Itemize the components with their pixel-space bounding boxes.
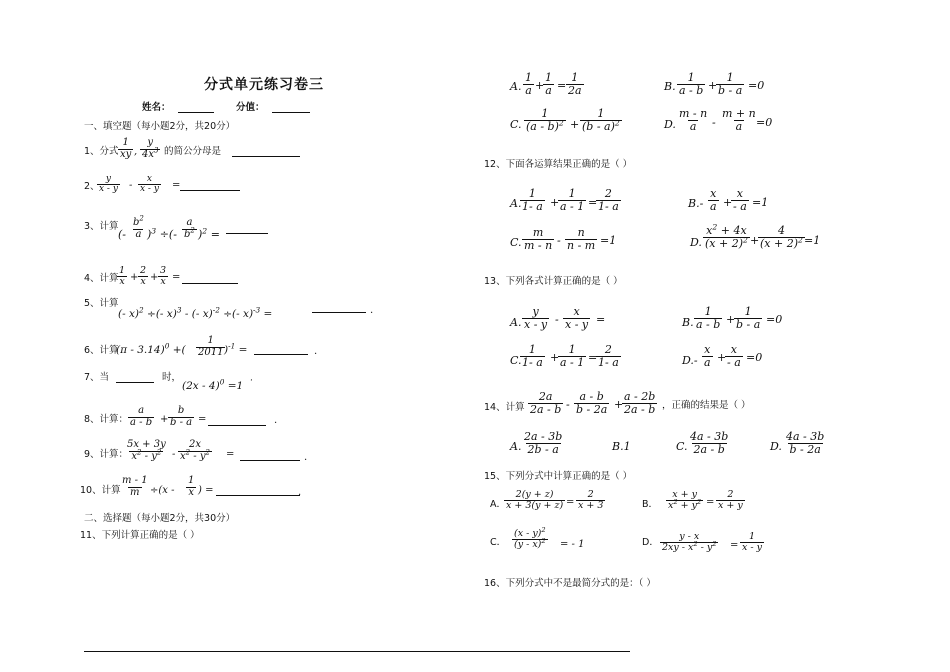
q11-label: 11、下列计算正确的是（ ） xyxy=(80,530,200,541)
q15-d-eq: = xyxy=(730,540,739,551)
score-label: 分值： xyxy=(236,102,265,113)
q12-a-eq: = xyxy=(588,196,598,209)
q15-d-frac-2: 1 x - y xyxy=(742,531,762,553)
q11-option-c-letter: C. xyxy=(510,118,522,131)
q2-fraction-1: y x - y xyxy=(99,174,118,195)
q12-c-frac-1: m m - n xyxy=(524,226,553,252)
q13-b-frac-2: 1 b - a xyxy=(736,305,761,331)
q15-option-a-letter: A． xyxy=(490,499,506,510)
q12-d-plus: + xyxy=(750,234,760,247)
q14-option-d-letter: D. xyxy=(770,440,782,453)
q10-div: ÷(x - xyxy=(150,485,175,496)
q10-fraction-1: m - 1 m xyxy=(122,475,148,498)
q10-close: ) = xyxy=(198,485,214,496)
q14-plus: + xyxy=(614,398,624,411)
q14-frac-3: a - 2b 2a - b xyxy=(624,390,656,416)
q11-a-frac-1: 1 a xyxy=(525,71,532,97)
q7-expression: (2x - 4)$^0$ =1 xyxy=(182,377,244,392)
q2-answer-blank[interactable] xyxy=(180,189,240,191)
q13-label: 13、下列各式计算正确的是（ ） xyxy=(484,276,623,287)
q12-option-a-letter: A. xyxy=(510,197,522,210)
q14-option-a-letter: A. xyxy=(510,440,522,453)
q13-option-d-letter: D.- xyxy=(682,354,698,367)
q11-c-frac-1: 1 (a - b)$^2$ xyxy=(526,107,564,133)
q12-c-eq: =1 xyxy=(600,234,617,247)
q3-paren-open: (- xyxy=(118,228,127,241)
q9-fraction-1: 5x + 3y $x^2 - y^2$ xyxy=(127,439,166,462)
q2-equals: = xyxy=(172,180,181,191)
q7-answer-blank[interactable] xyxy=(116,381,154,383)
q11-b-eq: =0 xyxy=(748,79,765,92)
q11-b-frac-1: 1 a - b xyxy=(679,71,704,97)
q12-option-c-letter: C. xyxy=(510,236,522,249)
q3-fraction-2: a $b^2$ xyxy=(184,217,195,240)
q6-term-1: (π - 3.14)$^0$ +( xyxy=(116,341,186,356)
q12-option-d-letter: D. xyxy=(690,236,702,249)
q15-option-d-letter: D． xyxy=(642,537,659,548)
q1-label: 1、分式 xyxy=(84,146,119,157)
q8-plus: + xyxy=(160,414,169,425)
q15-label: 15、下列分式中计算正确的是（ ） xyxy=(484,471,633,482)
q5-label: 5、计算 xyxy=(84,298,119,309)
section-fill-in: 一、填空题（每小题2分，共20分） xyxy=(84,121,236,132)
q6-period: . xyxy=(314,346,318,357)
q7-mark: · xyxy=(250,376,253,386)
name-blank[interactable] xyxy=(178,111,214,113)
q11-a-plus: + xyxy=(535,79,545,92)
q11-b-plus: + xyxy=(708,79,718,92)
q12-a-frac-1: 1 1- a xyxy=(522,187,543,213)
q14-c-frac: 4a - 3b 2a - b xyxy=(690,430,729,456)
q11-a-frac-2: 1 a xyxy=(545,71,552,97)
q14-frac-1: 2a 2a - b xyxy=(530,390,562,416)
q3-fraction-1: $b^2$ a xyxy=(133,214,144,240)
q4-plus-1: + xyxy=(130,272,139,283)
q13-a-frac-2: x x - y xyxy=(565,305,589,331)
q13-b-plus: + xyxy=(726,313,736,326)
q5-period: . xyxy=(370,305,374,316)
bottom-rule xyxy=(84,651,630,652)
q13-c-plus: + xyxy=(550,351,560,364)
q14-a-frac: 2a - 3b 2b - a xyxy=(524,430,563,456)
q12-b-frac-1: x a xyxy=(710,187,717,213)
q11-option-a-letter: A. xyxy=(510,80,522,93)
q15-c-eq: = - 1 xyxy=(560,539,585,550)
q3-pow: )$^3$ ÷(- xyxy=(147,226,177,241)
q11-a-frac-3: 1 2a xyxy=(568,71,582,97)
q4-answer-blank[interactable] xyxy=(182,282,238,284)
q12-d-eq: =1 xyxy=(804,234,821,247)
q5-answer-blank[interactable] xyxy=(312,311,366,313)
q15-a-frac-2: 2 x + 3 xyxy=(578,489,604,511)
q8-fraction-2: b b - a xyxy=(170,405,193,428)
q15-a-eq: = xyxy=(566,497,575,508)
q9-answer-blank[interactable] xyxy=(240,459,300,461)
q13-d-frac-2: x - a xyxy=(727,343,741,369)
q10-label: 10、计算 xyxy=(80,485,121,496)
q3-pow2: )$^2$ = xyxy=(198,226,220,241)
q15-c-frac: (x - y)$^2$ (y - x)$^2$ xyxy=(514,525,546,550)
q12-a-frac-3: 2 1- a xyxy=(598,187,619,213)
q8-equals: = xyxy=(198,414,207,425)
section-choice: 二、选择题（每小题2分，共30分） xyxy=(84,513,236,524)
q13-b-frac-1: 1 a - b xyxy=(696,305,721,331)
q11-option-b-letter: B. xyxy=(664,80,676,93)
q11-d-minus: - xyxy=(712,116,716,129)
q12-b-plus: + xyxy=(723,196,733,209)
q14-option-b: B.1 xyxy=(612,440,631,453)
q3-label: 3、计算 xyxy=(84,221,119,232)
q13-b-eq: =0 xyxy=(766,313,783,326)
q13-option-b-letter: B. xyxy=(682,316,694,329)
q12-c-minus: - xyxy=(557,234,561,247)
q11-b-frac-2: 1 b - a xyxy=(718,71,743,97)
q7-label: 7、当 xyxy=(84,372,110,383)
q1-text: 的简公分母是 xyxy=(164,146,222,157)
q11-d-frac-2: m + n a xyxy=(722,107,756,133)
q8-fraction-1: a a - b xyxy=(130,405,153,428)
q15-option-c-letter: C． xyxy=(490,537,507,548)
q6-fraction: 1 2011 xyxy=(198,335,224,358)
q9-minus: - xyxy=(172,449,176,460)
q4-plus-2: + xyxy=(150,272,159,283)
q11-d-eq: =0 xyxy=(756,116,773,129)
q11-c-frac-2: 1 (b - a)$^2$ xyxy=(582,107,620,133)
q14-d-frac: 4a - 3b b - 2a xyxy=(786,430,825,456)
q7-text: 时， xyxy=(162,372,182,383)
q9-label: 9、计算： xyxy=(84,449,129,460)
q1-answer-blank[interactable] xyxy=(232,155,300,157)
q13-option-a-letter: A. xyxy=(510,316,522,329)
q5-expression: (- x)$^2$ ÷(- x)$^3$ - (- x)$^{-2}$ ÷(- x)$^{-3}$ = xyxy=(118,305,273,320)
q14-frac-2: a - b b - 2a xyxy=(576,390,608,416)
q4-fraction-3: 3 x xyxy=(160,265,167,287)
q13-option-c-letter: C. xyxy=(510,354,522,367)
q10-fraction-2: 1 x xyxy=(188,475,195,498)
q13-a-minus: - xyxy=(555,313,559,326)
q4-equals: = xyxy=(172,272,181,283)
q13-c-frac-3: 2 1- a xyxy=(598,343,619,369)
q12-d-frac-1: $x^2 + 4x$ $(x + 2)^2$ xyxy=(705,222,748,250)
q15-b-frac-1: x + y $x^2 + y^2$ xyxy=(668,489,702,511)
q15-b-frac-2: 2 x + y xyxy=(718,489,743,511)
q14-text: ，正确的结果是（ ） xyxy=(662,400,751,411)
q6-label: 6、计算 xyxy=(84,345,119,356)
q12-d-frac-2: 4 $(x + 2)^2$ xyxy=(760,224,803,250)
q12-a-plus: + xyxy=(550,196,560,209)
q12-a-frac-2: 1 a - 1 xyxy=(560,187,585,213)
q2-minus: - xyxy=(129,180,133,191)
q11-a-eq: = xyxy=(557,79,567,92)
q15-option-b-letter: B． xyxy=(642,499,659,510)
q11-option-d-letter: D. xyxy=(664,118,676,131)
q8-answer-blank[interactable] xyxy=(208,424,266,426)
q1-comma: , xyxy=(134,146,138,157)
q2-label: 2、 xyxy=(84,181,100,192)
q10-period: . xyxy=(298,487,302,498)
q8-period: . xyxy=(274,415,278,426)
q4-fraction-2: 2 x xyxy=(140,265,147,287)
q12-b-frac-2: x - a xyxy=(733,187,747,213)
q13-c-frac-2: 1 a - 1 xyxy=(560,343,585,369)
q4-label: 4、计算 xyxy=(84,273,119,284)
q6-answer-blank[interactable] xyxy=(254,353,308,355)
q12-b-eq: =1 xyxy=(752,196,769,209)
q9-fraction-2: 2x $x^2 - y^2$ xyxy=(180,439,210,462)
q2-fraction-2: x x - y xyxy=(140,174,159,195)
q13-a-eq: = xyxy=(596,313,606,326)
q4-fraction-1: 1 x xyxy=(119,265,126,287)
q12-option-b-letter: B.- xyxy=(688,197,704,210)
q12-c-frac-2: n n - m xyxy=(567,226,596,252)
q15-d-frac-1: y - x $2xy - x^2 - y^2$ xyxy=(662,531,717,553)
q14-label: 14、计算 xyxy=(484,402,525,413)
q13-d-frac-1: x a xyxy=(704,343,711,369)
q3-answer-blank[interactable] xyxy=(226,232,268,234)
q13-d-plus: + xyxy=(717,351,727,364)
q9-equals: = xyxy=(226,449,235,460)
q9-period: . xyxy=(304,452,308,463)
q13-a-frac-1: y x - y xyxy=(524,305,548,331)
q1-fraction-1: 1 xy xyxy=(120,137,132,160)
q11-c-plus: + xyxy=(570,118,580,131)
q1-fraction-2: y $4x^3$ xyxy=(142,137,159,160)
q15-b-eq: = xyxy=(706,497,715,508)
q11-d-frac-1: m - n a xyxy=(679,107,708,133)
page-title: 分式单元练习卷三 xyxy=(204,77,324,93)
q13-c-eq: = xyxy=(588,351,598,364)
q8-label: 8、计算： xyxy=(84,414,129,425)
q16-label: 16、下列分式中不是最简分式的是：（ ） xyxy=(484,578,656,589)
q6-pow: )$^{-1}$ = xyxy=(224,341,248,356)
name-label: 姓名： xyxy=(142,102,171,113)
q13-c-frac-1: 1 1- a xyxy=(522,343,543,369)
q15-a-frac-1: 2(y + z) x + 3(y + z) xyxy=(506,489,564,511)
q13-d-eq: =0 xyxy=(746,351,763,364)
q14-minus: - xyxy=(566,398,570,411)
q10-answer-blank[interactable] xyxy=(216,494,300,496)
score-blank[interactable] xyxy=(272,111,310,113)
q14-option-c-letter: C. xyxy=(676,440,688,453)
q12-label: 12、下面各运算结果正确的是（ ） xyxy=(484,159,633,170)
